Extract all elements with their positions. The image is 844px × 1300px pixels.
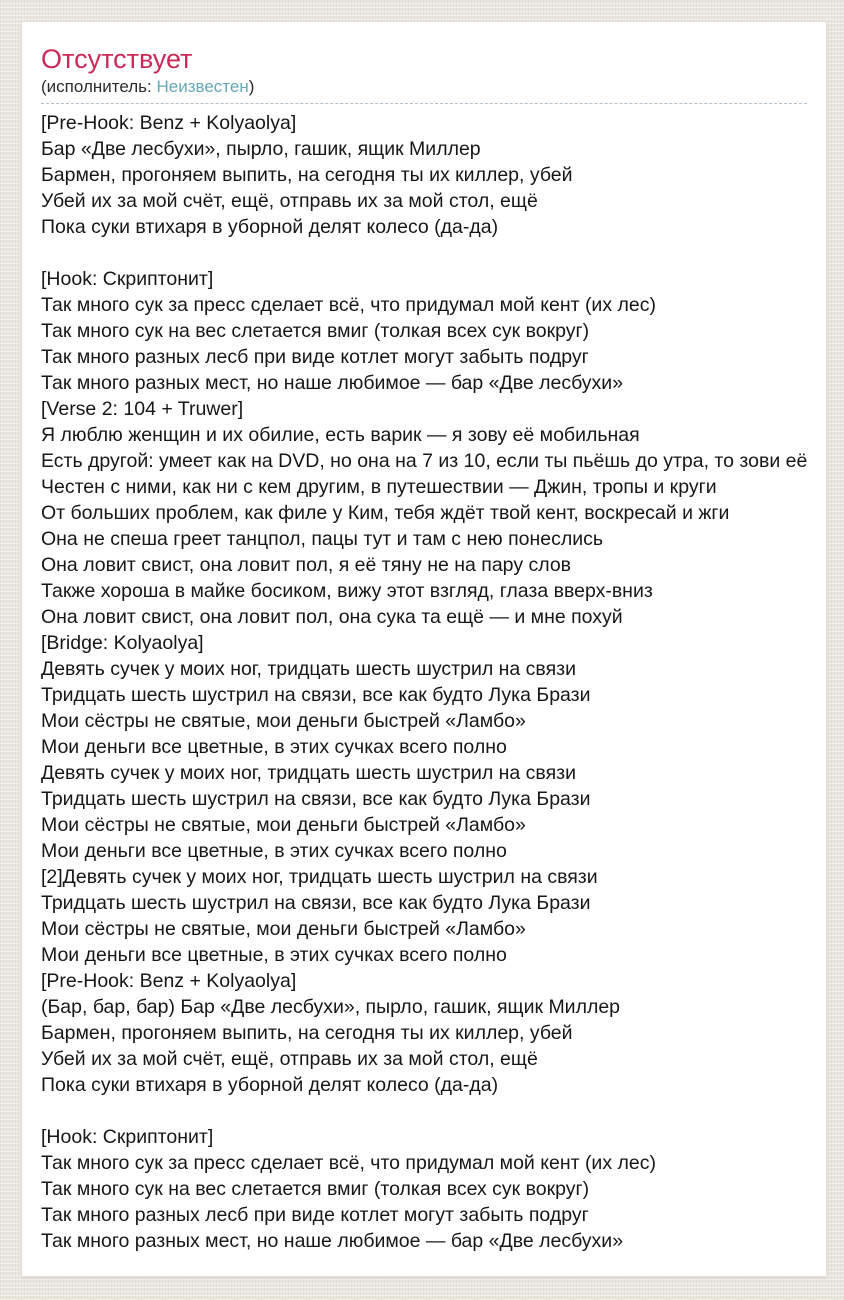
lyric-line [41,240,807,266]
lyric-line: [Hook: Скриптонит] [41,1126,214,1148]
lyric-line: Бармен, прогоняем выпить, на сегодня ты их киллер, убей [41,1022,573,1044]
lyric-line: Мои сёстры не святые, мои деньги быстрей «Ламбо» [41,814,526,836]
lyric-line: Так много сук на вес слетается вмиг (толкая всех сук вокруг) [41,320,590,342]
lyric-line: Так много разных лесб при виде котлет могут забыть подруг [41,346,589,368]
lyric-line: Пока суки втихаря в уборной делят колесо (да-да) [41,1074,499,1096]
lyric-line: Тридцать шесть шустрил на связи, все как будто Лука Брази [41,684,591,706]
lyric-line: Так много сук за пресс сделает всё, что придумал мой кент (их лес) [41,294,656,316]
lyric-line: От больших проблем, как филе у Ким, тебя ждёт твой кент, воскресай и жги [41,502,730,524]
lyric-line [41,1098,807,1124]
lyric-line: Убей их за мой счёт, ещё, отправь их за мой стол, ещё [41,190,538,212]
lyric-line: Так много разных лесб при виде котлет могут забыть подруг [41,1204,589,1226]
lyric-line: Честен с ними, как ни с кем другим, в путешествии — Джин, тропы и круги [41,476,717,498]
lyric-line: Мои деньги все цветные, в этих сучках всего полно [41,840,507,862]
lyric-line: Пока суки втихаря в уборной делят колесо (да-да) [41,216,499,238]
lyric-line: Мои деньги все цветные, в этих сучках всего полно [41,736,507,758]
lyrics-text [41,110,807,1254]
page-title: Отсутствует [41,44,193,74]
lyric-line: Тридцать шесть шустрил на связи, все как будто Лука Брази [41,892,591,914]
lyric-line: Она ловит свист, она ловит пол, она сука та ещё — и мне похуй [41,606,623,628]
lyric-line: Мои сёстры не святые, мои деньги быстрей «Ламбо» [41,710,526,732]
lyric-line: Я люблю женщин и их обилие, есть варик — я зову её мобильная [41,424,640,446]
lyric-line: Мои сёстры не святые, мои деньги быстрей «Ламбо» [41,918,526,940]
lyric-line: Есть другой: умеет как на DVD, но она на 7 из 10, если ты пьёшь до утра, то зови её [41,450,808,472]
lyric-line: Она ловит свист, она ловит пол, я её тяну не на пару слов [41,554,572,576]
lyric-line: [Bridge: Kolyaolya] [41,632,204,654]
lyric-line: Так много сук за пресс сделает всё, что придумал мой кент (их лес) [41,1152,656,1174]
lyric-line: (Бар, бар, бар) Бар «Две лесбухи», пырло, гашик, ящик Миллер [41,996,621,1018]
lyric-line: [Verse 2: 104 + Truwer] [41,398,244,420]
lyric-line: [Pre-Hook: Benz + Kolyaolya] [41,112,297,134]
lyric-line: Бармен, прогоняем выпить, на сегодня ты их киллер, убей [41,164,573,186]
lyric-line: Мои деньги все цветные, в этих сучках всего полно [41,944,507,966]
lyric-line: [Pre-Hook: Benz + Kolyaolya] [41,970,297,992]
lyrics-card [21,21,827,1277]
lyric-line: Девять сучек у моих ног, тридцать шесть шустрил на связи [41,762,576,784]
lyric-line: Так много сук на вес слетается вмиг (толкая всех сук вокруг) [41,1178,590,1200]
artist-link[interactable]: Неизвестен [156,77,249,96]
artist-line [41,74,807,104]
artist-label-close: ) [248,77,255,96]
lyric-line: Так много разных мест, но наше любимое — бар «Две лесбухи» [41,372,624,394]
lyric-line: Убей их за мой счёт, ещё, отправь их за мой стол, ещё [41,1048,538,1070]
lyric-line: [Hook: Скриптонит] [41,268,214,290]
artist-label: (исполнитель: [41,77,157,96]
lyric-line: Также хороша в майке босиком, вижу этот взгляд, глаза вверх-вниз [41,580,653,602]
lyric-line: Девять сучек у моих ног, тридцать шесть шустрил на связи [41,658,576,680]
lyric-line: Тридцать шесть шустрил на связи, все как будто Лука Брази [41,788,591,810]
lyric-line: [2]Девять сучек у моих ног, тридцать шесть шустрил на связи [41,866,598,888]
lyric-line: Она не спеша греет танцпол, пацы тут и там с нею понеслись [41,528,604,550]
lyric-line: Так много разных мест, но наше любимое — бар «Две лесбухи» [41,1230,624,1252]
lyric-line: Бар «Две лесбухи», пырло, гашик, ящик Миллер [41,138,481,160]
